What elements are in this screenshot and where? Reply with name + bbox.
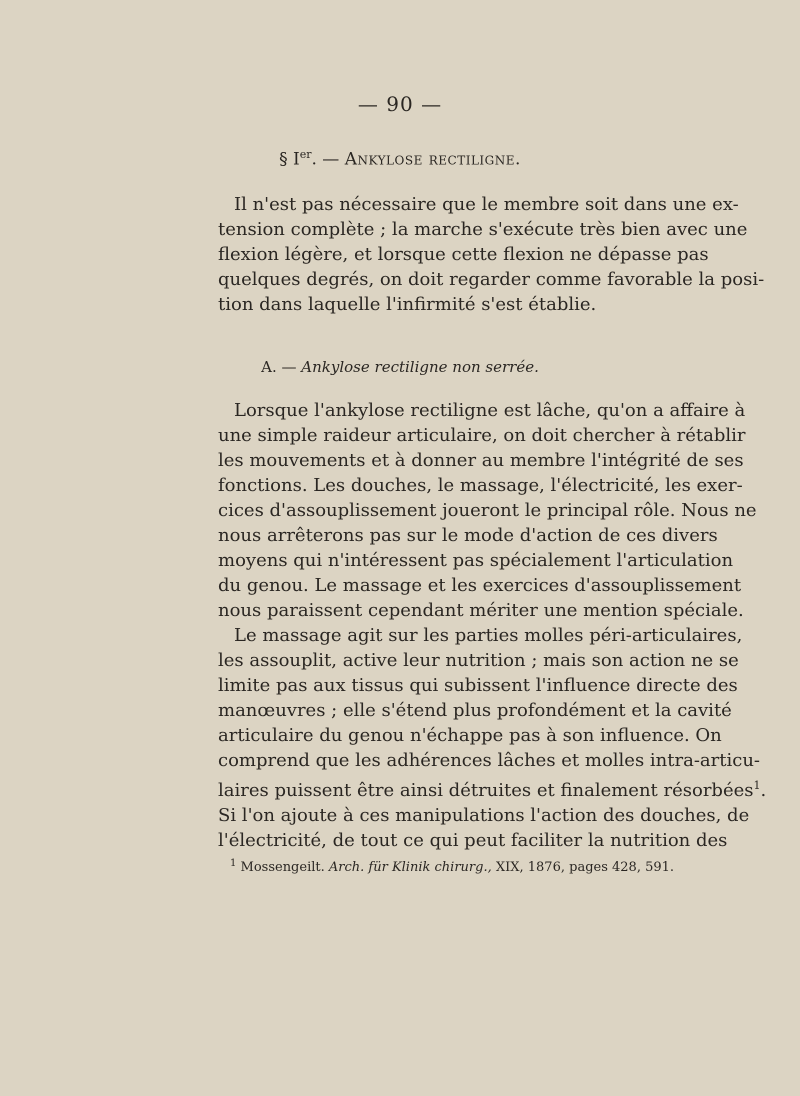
text-line: limite pas aux tissus qui subissent l'influence directe des: [218, 675, 738, 696]
text-line: les mouvements et à donner au membre l'intégrité de ses: [218, 450, 744, 471]
body-paragraph-2: [218, 623, 767, 853]
text-line: flexion légère, et lorsque cette flexion ne dépasse pas: [218, 244, 709, 265]
text-line: laires puissent être ainsi détruites et finalement résorbées$^1$.: [218, 779, 767, 801]
text-line: articulaire du genou n'échappe pas à son influence. On: [218, 725, 722, 746]
text-line: du genou. Le massage et les exercices d'assouplissement: [218, 575, 742, 596]
text-line: l'électricité, de tout ce qui peut faciliter la nutrition des: [218, 830, 728, 851]
text-line: Si l'on ajoute à ces manipulations l'action des douches, de: [218, 805, 750, 826]
text-line: les assouplit, active leur nutrition ; mais son action ne se: [218, 650, 739, 671]
text-line: Lorsque l'ankylose rectiligne est lâche, qu'on a affaire à: [234, 400, 746, 421]
text-line: nous paraissent cependant mériter une mention spéciale.: [218, 600, 744, 621]
footnote: [230, 858, 674, 875]
text-line-part: laires puissent être ainsi détruites et finalement résorbées: [218, 780, 754, 801]
text-line: Le massage agit sur les parties molles péri-articulaires,: [234, 625, 743, 646]
text-line: moyens qui n'intéressent pas spécialement l'articulation: [218, 550, 734, 571]
footnote-reference: 1: [753, 779, 761, 792]
subsection-heading: [0, 358, 800, 376]
text-line: nous arrêterons pas sur le mode d'action de ces divers: [218, 525, 718, 546]
text-line: fonctions. Les douches, le massage, l'électricité, les exer-: [218, 475, 743, 496]
text-line: manœuvres ; elle s'étend plus profondément et la cavité: [218, 700, 732, 721]
subsection-label: A. —: [261, 358, 297, 376]
section-title: Ankylose rectiligne.: [344, 149, 521, 170]
text-line: comprend que les adhérences lâches et molles intra-articu-: [218, 750, 760, 771]
text-line: quelques degrés, on doit regarder comme favorable la posi-: [218, 269, 765, 290]
section-marker-sup: er: [299, 148, 312, 161]
section-marker: § I: [279, 149, 300, 170]
section-dash: . —: [311, 149, 340, 170]
footnote-author: Mossengeilt.: [240, 860, 325, 875]
footnote-journal: Arch. für Klinik chirurg.,: [328, 860, 492, 875]
footnote-details: XIX, 1876, pages 428, 591.: [495, 860, 675, 875]
footnote-number: 1: [230, 858, 237, 869]
intro-paragraph: [218, 192, 765, 317]
text-line: une simple raideur articulaire, on doit chercher à rétablir: [218, 425, 746, 446]
text-line: Il n'est pas nécessaire que le membre soit dans une ex-: [234, 194, 739, 215]
section-heading: [0, 148, 800, 170]
text-line: cices d'assouplissement joueront le principal rôle. Nous ne: [218, 500, 757, 521]
page-number: — 90 —: [357, 92, 443, 116]
text-line: tension complète ; la marche s'exécute très bien avec une: [218, 219, 748, 240]
subsection-title: Ankylose rectiligne non serrée.: [301, 358, 539, 376]
body-paragraph-1: [218, 398, 757, 623]
text-line: tion dans laquelle l'infirmité s'est établie.: [218, 294, 597, 315]
